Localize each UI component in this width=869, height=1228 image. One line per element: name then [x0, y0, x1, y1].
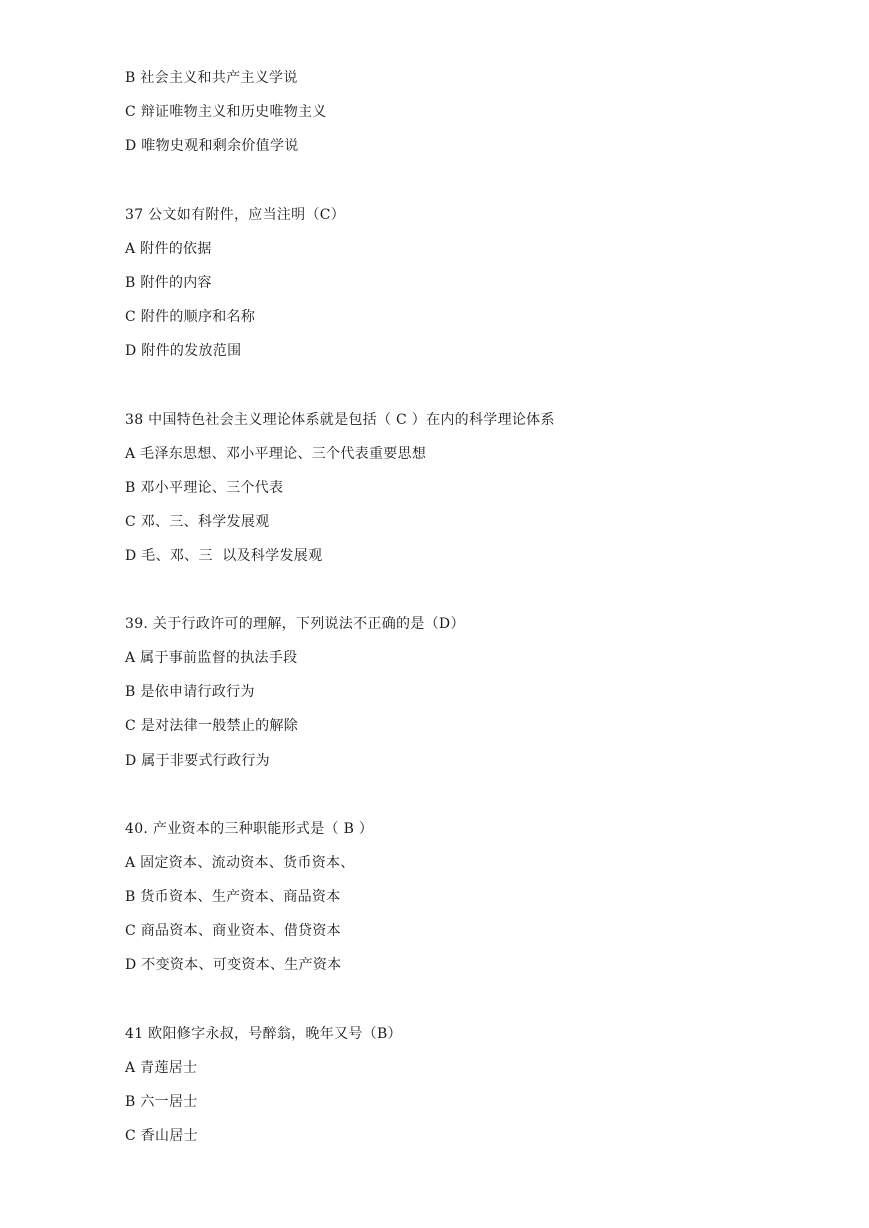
- option-line: C 邓、三、科学发展观: [125, 514, 270, 530]
- option-line: A 属于事前监督的执法手段: [125, 650, 298, 666]
- option-line: B 邓小平理论、三个代表: [125, 480, 284, 496]
- option-line: B 货币资本、生产资本、商品资本: [125, 889, 341, 905]
- option-line: B 是依申请行政行为: [125, 684, 255, 700]
- question-39: 39. 关于行政许可的理解，下列说法不正确的是（D）: [125, 616, 465, 632]
- option-line: A 固定资本、流动资本、货币资本、: [125, 855, 355, 871]
- option-line: D 毛、邓、三 以及科学发展观: [125, 548, 323, 564]
- question-40: 40. 产业资本的三种职能形式是（ B ）: [125, 821, 374, 837]
- question-37: 37 公文如有附件，应当注明（C）: [125, 207, 346, 223]
- option-line: C 商品资本、商业资本、借贷资本: [125, 923, 341, 939]
- option-line: D 不变资本、可变资本、生产资本: [125, 957, 342, 973]
- option-line: D 附件的发放范围: [125, 343, 242, 359]
- option-line: C 香山居士: [125, 1128, 198, 1144]
- option-line: B 社会主义和共产主义学说: [125, 70, 298, 86]
- option-line: B 附件的内容: [125, 275, 212, 291]
- question-38: 38 中国特色社会主义理论体系就是包括（ C ）在内的科学理论体系: [125, 412, 555, 428]
- option-line: A 青莲居士: [125, 1060, 198, 1076]
- option-line: C 附件的顺序和名称: [125, 309, 256, 325]
- question-41: 41 欧阳修字永叔，号醉翁，晚年又号（B）: [125, 1026, 402, 1042]
- option-line: D 属于非要式行政行为: [125, 753, 270, 769]
- option-line: A 毛泽东思想、邓小平理论、三个代表重要思想: [125, 446, 427, 462]
- option-line: C 是对法律一般禁止的解除: [125, 718, 299, 734]
- option-line: A 附件的依据: [125, 241, 212, 257]
- option-line: B 六一居士: [125, 1094, 198, 1110]
- option-line: D 唯物史观和剩余价值学说: [125, 138, 299, 154]
- option-line: C 辩证唯物主义和历史唯物主义: [125, 104, 327, 120]
